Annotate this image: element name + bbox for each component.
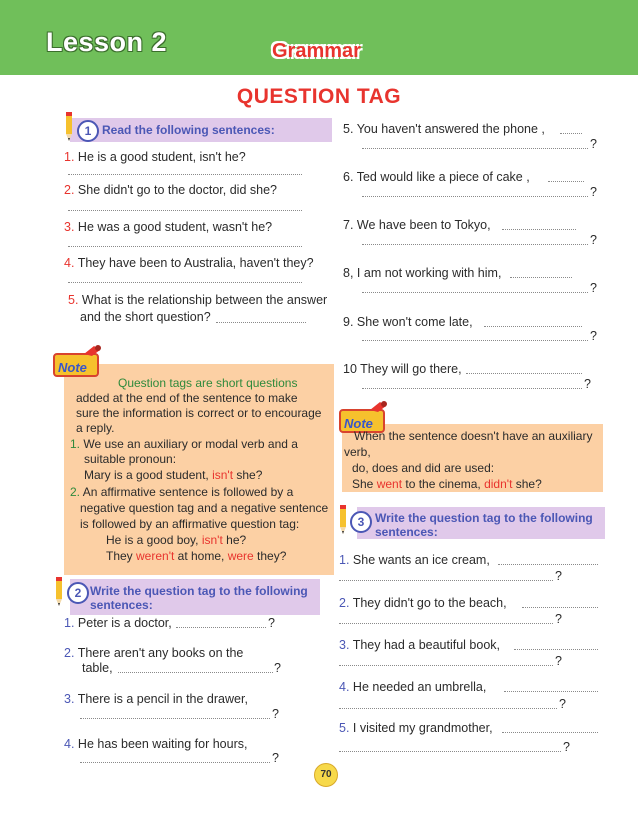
note-text: verb, — [344, 445, 371, 459]
note-example: They weren't at home, were they? — [106, 549, 287, 563]
question-mark: ? — [555, 654, 562, 668]
note-point-continuation: suitable pronoun: — [84, 452, 177, 466]
answer-line[interactable] — [68, 174, 302, 175]
exercise-2-instruction: Write the question tag to the following — [90, 584, 308, 598]
question-mark: ? — [559, 697, 566, 711]
answer-line[interactable] — [80, 762, 270, 763]
list-item: 2. They didn't go to the beach, — [339, 596, 507, 610]
question-mark: ? — [590, 329, 597, 343]
note-point-continuation: is followed by an affirmative question tag: — [80, 517, 300, 531]
answer-line[interactable] — [339, 751, 561, 752]
note-example: She went to the cinema, didn't she? — [352, 477, 542, 491]
list-item: 1. Peter is a doctor, — [64, 616, 172, 630]
answer-line[interactable] — [514, 649, 598, 650]
question-mark: ? — [268, 616, 275, 630]
answer-line[interactable] — [362, 340, 588, 341]
exercise-2-instruction-cont: sentences: — [90, 598, 153, 612]
answer-line[interactable] — [339, 665, 553, 666]
pencil-icon — [337, 505, 349, 535]
list-item: 2. She didn't go to the doctor, did she? — [64, 183, 277, 197]
pencil-icon — [53, 577, 65, 607]
answer-line[interactable] — [466, 373, 582, 374]
note-example: Mary is a good student, isn't she? — [84, 468, 263, 482]
answer-line[interactable] — [362, 244, 588, 245]
answer-line[interactable] — [68, 282, 302, 283]
note-text: do, does and did are used: — [352, 461, 495, 475]
answer-line[interactable] — [522, 607, 598, 608]
list-item: 5. I visited my grandmother, — [339, 721, 493, 735]
note-point: 1. We use an auxiliary or modal verb and a — [70, 437, 298, 451]
list-item: 1. He is a good student, isn't he? — [64, 150, 246, 164]
answer-line[interactable] — [502, 732, 598, 733]
exercise-2-number: 2 — [67, 582, 89, 604]
answer-line[interactable] — [68, 210, 302, 211]
list-item: 3. There is a pencil in the drawer, — [64, 692, 248, 706]
note-example: He is a good boy, isn't he? — [106, 533, 247, 547]
answer-line[interactable] — [504, 691, 598, 692]
list-item: 2. There aren't any books on the — [64, 646, 244, 660]
list-item: 3. They had a beautiful book, — [339, 638, 501, 652]
answer-line[interactable] — [118, 672, 273, 673]
answer-line[interactable] — [362, 196, 588, 197]
answer-line[interactable] — [362, 292, 588, 293]
answer-line[interactable] — [216, 322, 306, 323]
list-item: 3. He was a good student, wasn't he? — [64, 220, 273, 234]
answer-line[interactable] — [68, 246, 302, 247]
list-item: 9. She won't come late, — [343, 315, 473, 329]
list-item-continuation: table, — [82, 661, 113, 675]
page-title: QUESTION TAG — [236, 85, 402, 108]
question-mark: ? — [272, 707, 279, 721]
question-mark: ? — [584, 377, 591, 391]
answer-line[interactable] — [339, 708, 557, 709]
list-item: 7. We have been to Tokyo, — [343, 218, 491, 232]
list-item: 1. She wants an ice cream, — [339, 553, 490, 567]
note-text: added at the end of the sentence to make — [76, 391, 298, 405]
answer-line[interactable] — [560, 133, 582, 134]
list-item: 4. They have been to Australia, haven't they? — [64, 256, 314, 270]
list-item: 6. Ted would like a piece of cake , — [343, 170, 530, 184]
question-mark: ? — [555, 569, 562, 583]
question-mark: ? — [274, 661, 281, 675]
exercise-3-number: 3 — [350, 511, 372, 533]
note-text: a reply. — [76, 421, 115, 435]
note-point: 2. An affirmative sentence is followed by a — [70, 485, 294, 499]
note-text: Question tags are short questions — [118, 376, 298, 390]
exercise-1-number: 1 — [77, 120, 99, 142]
question-mark: ? — [555, 612, 562, 626]
list-item: 4. He has been waiting for hours, — [64, 737, 248, 751]
list-item: 10 They will go there, — [343, 362, 462, 376]
note-badge-label: Note — [344, 416, 373, 431]
list-item: 5. What is the relationship between the answer — [68, 293, 328, 307]
exercise-3-instruction-cont: sentences: — [375, 525, 438, 539]
answer-line[interactable] — [339, 580, 553, 581]
answer-line[interactable] — [362, 388, 582, 389]
pencil-icon — [63, 112, 75, 142]
list-item: 5. You haven't answered the phone , — [343, 122, 545, 136]
answer-line[interactable] — [498, 564, 598, 565]
question-mark: ? — [272, 751, 279, 765]
question-mark: ? — [590, 233, 597, 247]
list-item: 8, I am not working with him, — [343, 266, 502, 280]
exercise-1-instruction: Read the following sentences: — [102, 123, 275, 137]
question-mark: ? — [590, 185, 597, 199]
page-number: 70 — [314, 763, 338, 787]
lesson-title: Lesson 2 — [46, 27, 168, 57]
list-item: 4. He needed an umbrella, — [339, 680, 487, 694]
answer-line[interactable] — [339, 623, 553, 624]
note-badge-label: Note — [58, 360, 87, 375]
question-mark: ? — [590, 137, 597, 151]
exercise-3-instruction: Write the question tag to the following — [375, 511, 593, 525]
note-point-continuation: negative question tag and a negative sentence — [80, 501, 329, 515]
list-item-continuation: and the short question? — [80, 310, 211, 324]
question-mark: ? — [590, 281, 597, 295]
answer-line[interactable] — [484, 326, 582, 327]
note-text: When the sentence doesn't have an auxiliary — [354, 429, 593, 443]
answer-line[interactable] — [362, 148, 588, 149]
answer-line[interactable] — [510, 277, 572, 278]
answer-line[interactable] — [80, 718, 270, 719]
answer-line[interactable] — [502, 229, 576, 230]
section-title: Grammar — [272, 40, 361, 62]
question-mark: ? — [563, 740, 570, 754]
answer-line[interactable] — [548, 181, 584, 182]
note-text: sure the information is correct or to encourage — [76, 406, 322, 420]
answer-line[interactable] — [176, 627, 266, 628]
